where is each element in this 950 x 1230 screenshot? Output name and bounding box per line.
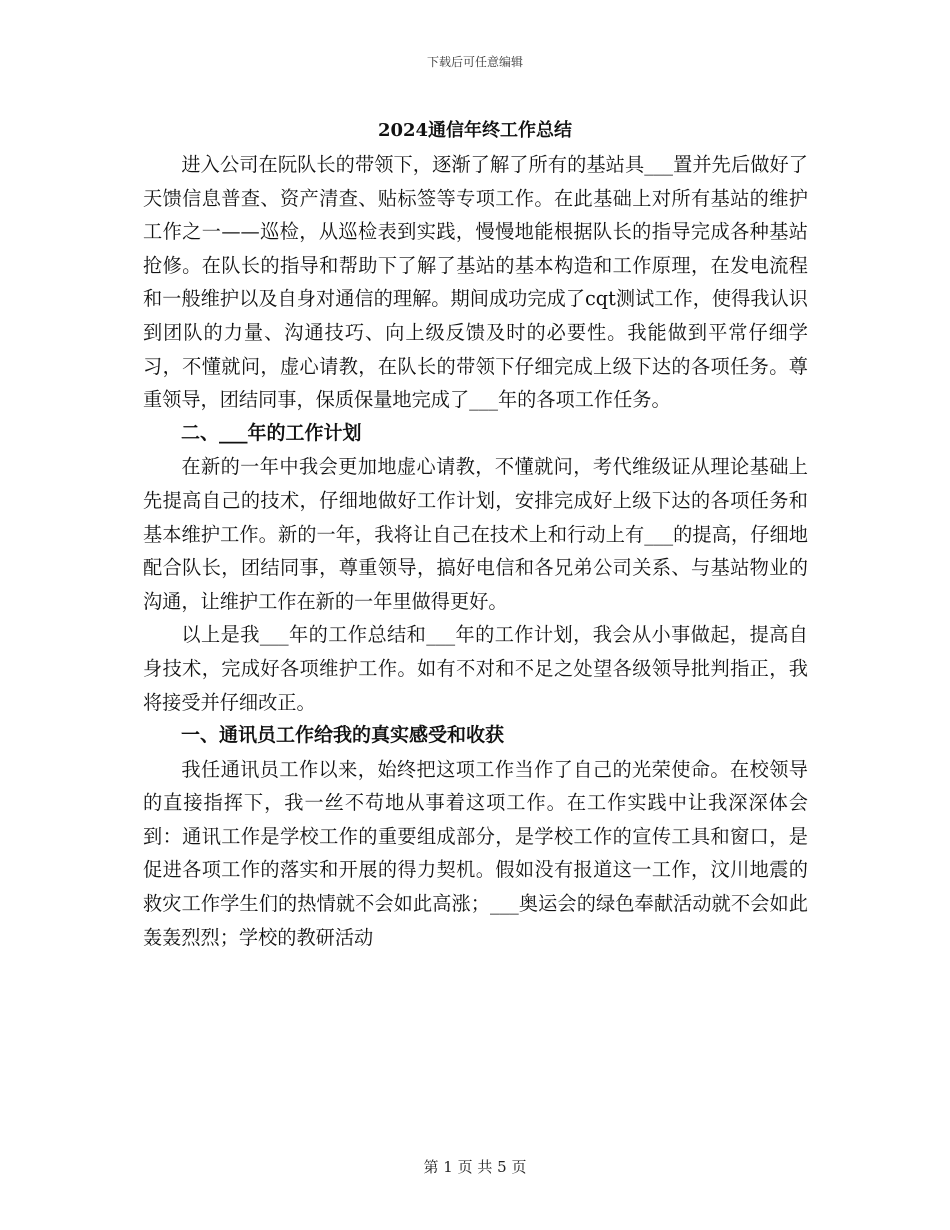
body-paragraph-1: 进入公司在阮队长的带领下，逐渐了解了所有的基站具___置并先后做好了天馈信息普查、资产清查、贴标签等专项工作。在此基础上对所有基站的维护工作之一——巡检，从巡检表到实践，慢慢地能根据队长的指导完成各种基站抢修。在队长的指导和帮助下了解了基站的基本构造和工作原理，在发电流程和一般维护以及自身对通信的理解。期间成功完成了cqt测试工作，使得我认识到团队的力量、沟通技巧、向上级反馈及时的必要性。我能做到平常仔细学习，不懂就问，虚心请教，在队长的带领下仔细完成上级下达的各项任务。尊重领导，团结同事，保质保量地完成了___年的各项工作任务。 [143, 153, 808, 412]
page-header-note: 下载后可任意编辑 [426, 55, 523, 69]
section-heading-work-plan: 二、___年的工作计划 [181, 421, 362, 444]
body-paragraph-2: 在新的一年中我会更加地虚心请教，不懂就问，考代维级证从理论基础上先提高自己的技术，仔细地做好工作计划，安排完成好上级下达的各项任务和基本维护工作。新的一年，我将让自己在技术上和行动上有___的提高，仔细地配合队长，团结同事，尊重领导，搞好电信和各兄弟公司关系、与基站物业的沟通，让维护工作在新的一年里做得更好。 [143, 455, 808, 613]
body-paragraph-4: 我任通讯员工作以来，始终把这项工作当作了自己的光荣使命。在校领导的直接指挥下，我一丝不苟地从事着这项工作。在工作实践中让我深深体会到：通讯工作是学校工作的重要组成部分，是学校工作的宣传工具和窗口，是促进各项工作的落实和开展的得力契机。假如没有报道这一工作，汶川地震的救灾工作学生们的热情就不会如此高涨；___奥运会的绿色奉献活动就不会如此轰轰烈烈；学校的教研活动 [143, 757, 808, 949]
section-heading-feelings: 一、通讯员工作给我的真实感受和收获 [181, 724, 505, 747]
page-number: 第 1 页 共 5 页 [423, 1158, 527, 1176]
document-body [143, 148, 808, 954]
body-paragraph-3: 以上是我___年的工作总结和___年的工作计划，我会从小事做起，提高自身技术，完成好各项维护工作。如有不对和不足之处望各级领导批判指正，我将接受并仔细改正。 [143, 623, 808, 714]
document-title: 2024通信年终工作总结 [377, 120, 573, 141]
